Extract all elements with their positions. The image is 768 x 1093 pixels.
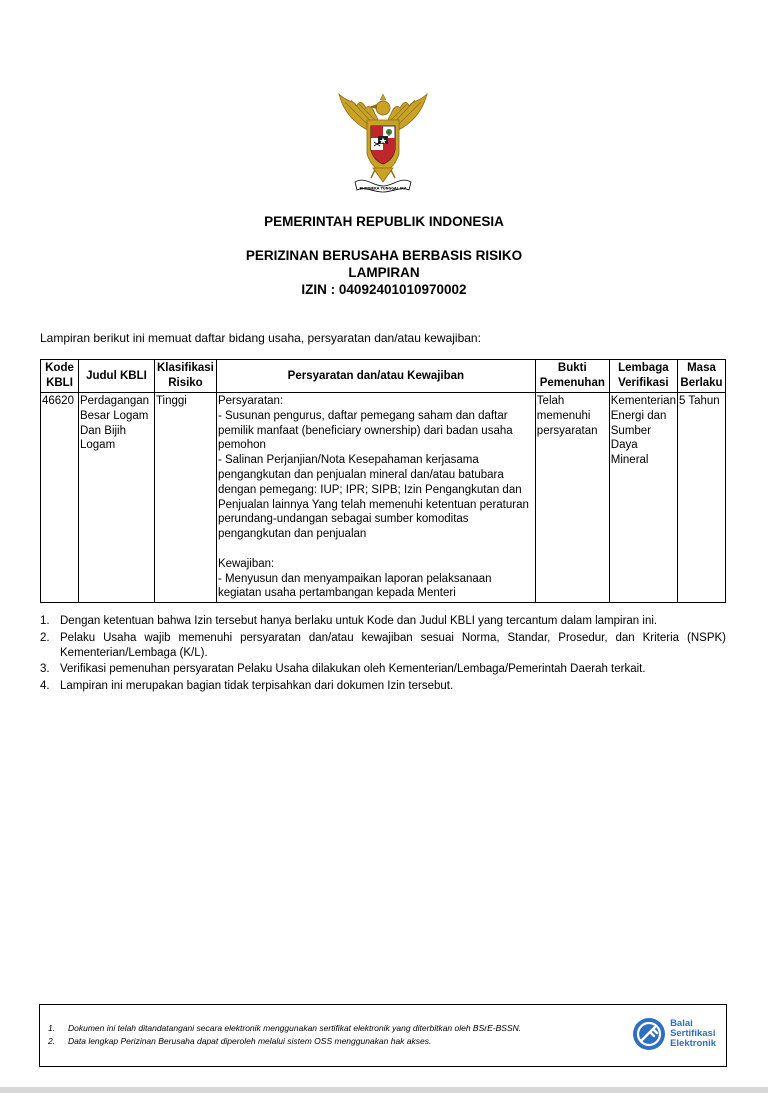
bsre-line: Balai [670, 1018, 693, 1029]
list-item [48, 1022, 521, 1035]
list-item [40, 631, 726, 661]
list-item [48, 1035, 521, 1048]
header-bukti-pemenuhan: Bukti Pemenuhan [535, 360, 609, 393]
note-number: 3. [40, 663, 50, 675]
footer-note-text: Dokumen ini telah ditandatangani secara elektronik menggunakan sertifikat elektronik yang diterbitkan oleh BSrE-BSSN. [68, 1023, 522, 1033]
bsre-logo-text [670, 1019, 716, 1049]
permit-number: IZIN : 04092401010970002 [301, 282, 467, 297]
garuda-pancasila-emblem [333, 90, 433, 194]
document-title: PERIZINAN BERUSAHA BERBASIS RISIKO [245, 248, 523, 263]
note-text: Lampiran ini merupakan bagian tidak terpisahkan dari dokumen Izin tersebut. [60, 679, 454, 692]
government-title: PEMERINTAH REPUBLIK INDONESIA [264, 214, 504, 229]
table-header-row [41, 360, 726, 393]
header-masa-berlaku: Masa Berlaku [677, 360, 725, 393]
bsre-logo [632, 1017, 716, 1051]
bsre-line: Sertifikasi [670, 1028, 716, 1039]
cell-kode: 46620 [41, 393, 79, 603]
header-kode-kbli: Kode KBLI [41, 360, 79, 393]
note-text: Verifikasi pemenuhan persyaratan Pelaku Usaha dilakukan oleh Kementerian/Lembaga/Pemerintah Daerah terkait. [60, 663, 646, 675]
intro-text: Lampiran berikut ini memuat daftar bidang usaha, persyaratan dan/atau kewajiban: [40, 331, 481, 345]
bsre-line: Elektronik [670, 1038, 716, 1049]
cell-bukti: Telah memenuhi persyaratan [535, 393, 609, 603]
header-judul-kbli: Judul KBLI [78, 360, 154, 393]
footer-box [39, 1004, 727, 1067]
note-text: Dengan ketentuan bahwa Izin tersebut hanya berlaku untuk Kode dan Judul KBLI yang tercantum dalam lampiran ini. [60, 615, 658, 627]
list-item [40, 679, 726, 694]
list-item [40, 614, 726, 629]
note-number: 4. [40, 679, 50, 692]
notes-list [40, 614, 726, 695]
cell-masa: 5 Tahun [677, 393, 725, 603]
cell-judul: Perdagangan Besar Logam Dan Bijih Logam [78, 393, 154, 603]
kbli-table [40, 359, 726, 603]
footer-notes [48, 1022, 521, 1048]
footer-note-number: 1. [48, 1023, 56, 1033]
table-row [41, 393, 726, 603]
header-lembaga-verifikasi: Lembaga Verifikasi [609, 360, 677, 393]
header-klasifikasi-risiko: Klasifikasi Risiko [154, 360, 216, 393]
emblem-motto: BHINNEKA TUNGGAL IKA [359, 186, 407, 191]
header-persyaratan: Persyaratan dan/atau Kewajiban [216, 360, 535, 393]
cell-lembaga: Kementerian Energi dan Sumber Daya Mineral [609, 393, 677, 603]
note-number: 1. [40, 615, 50, 627]
footer-note-number: 2. [48, 1036, 56, 1046]
cell-persyaratan: Persyaratan: - Susunan pengurus, daftar pemegang saham dan daftar pemilik manfaat (beneficiary ownership) dari badan usaha pemohon - Salinan Perjanjian/Nota Kesepahaman kerjasama pengangkutan dan penjualan mineral dan/atau batubara dengan pemegang: IUP; IPR; SIPB; Izin Pengangkutan dan Penjualan lainnya Yang telah memenuhi ketentuan peraturan perundang-undangan sebagai sumber komoditas pengangkutan dan penjualan Kewajiban: - Menyusun dan menyampaikan laporan pelaksanaan kegiatan usaha pertambangan kepada Menteri [216, 393, 535, 603]
cell-klasifikasi: Tinggi [154, 393, 216, 603]
footer-note-text: Data lengkap Perizinan Berusaha dapat diperoleh melalui sistem OSS menggunakan hak akses. [68, 1036, 432, 1046]
page-bottom-edge [0, 1087, 768, 1093]
document-subtitle: LAMPIRAN [348, 265, 420, 280]
note-text: Pelaku Usaha wajib memenuhi persyaratan dan/atau kewajiban sesuai Norma, Standar, Prosedur, dan Kriteria (NSPK) Kementerian/Lembaga (K/L). [60, 631, 726, 659]
note-number: 2. [40, 631, 50, 644]
bsre-logo-icon [632, 1017, 666, 1051]
list-item [40, 662, 726, 677]
